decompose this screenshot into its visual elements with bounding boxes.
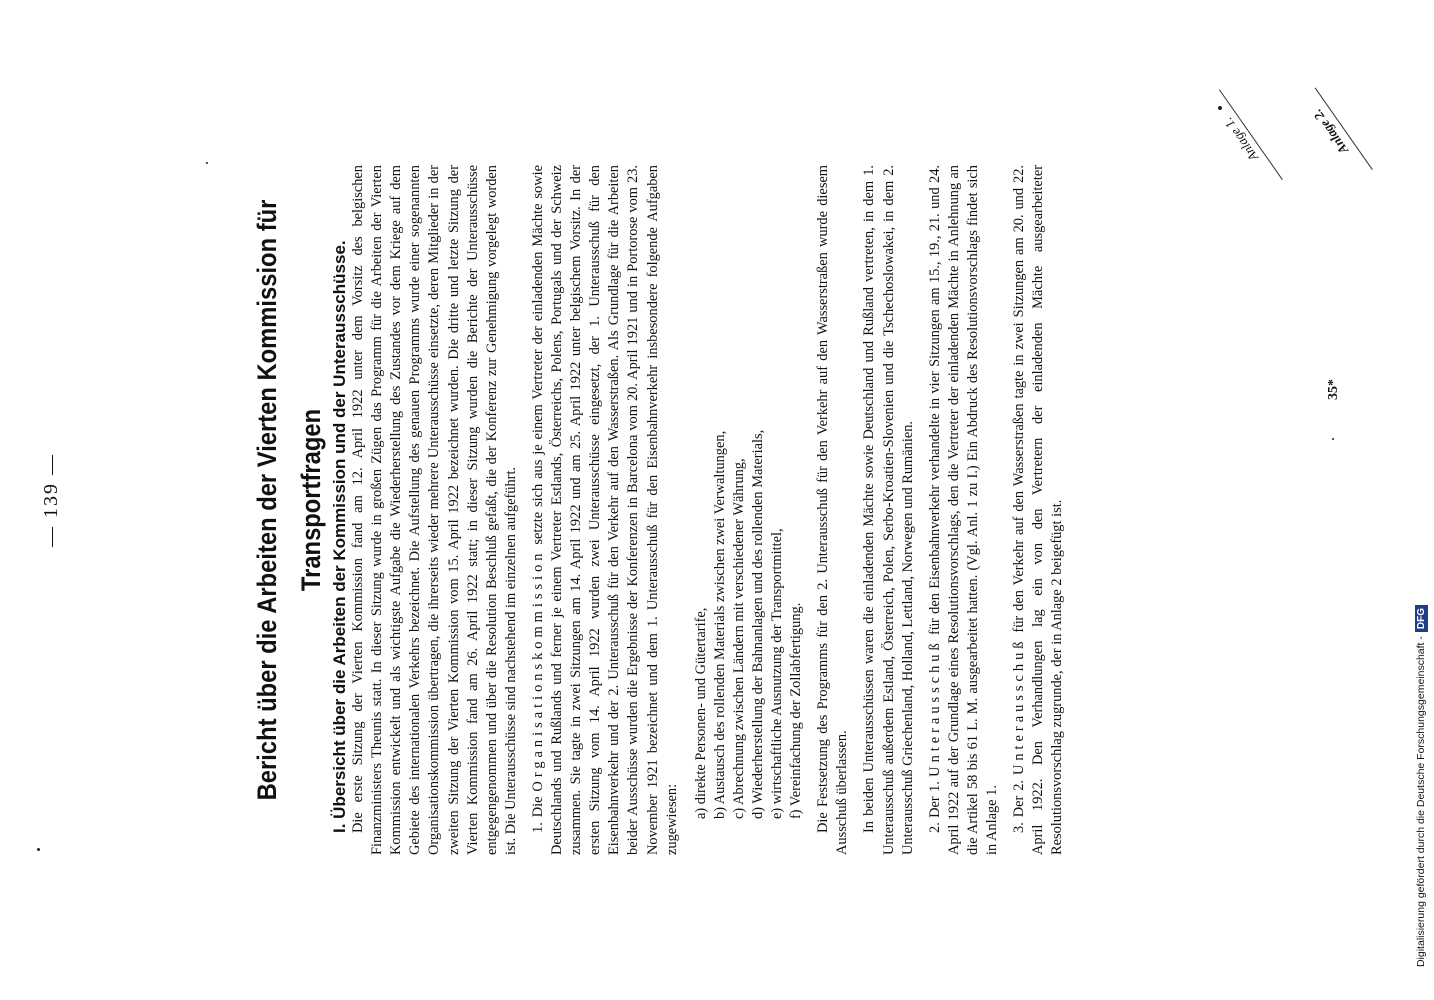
list-item: b) Austausch des rollenden Materials zwischen zwei Verwaltungen, xyxy=(711,430,728,819)
paragraph-waterways xyxy=(1010,165,1067,855)
dfg-logo: DFG xyxy=(1415,605,1428,632)
paragraph-program: Die Festsetzung des Programms für den 2. Unterausschuß für den Verkehr auf den Wasserstraßen wurde diesem Ausschuß überlassen. xyxy=(815,165,851,855)
list-item: e) wirtschaftliche Ausnutzung der Transportmittel, xyxy=(769,528,786,819)
scan-speck xyxy=(206,162,208,164)
paragraph-organisation xyxy=(529,165,682,855)
paragraph-railway-spaced: Unterausschuß xyxy=(926,639,943,777)
margin-note-anlage-1: Anlage 1. xyxy=(1220,114,1261,165)
paragraph-organisation-spaced: Organisationskommission xyxy=(529,549,546,792)
scan-speck xyxy=(37,848,40,851)
scan-speck xyxy=(1332,438,1334,440)
scan-speck xyxy=(1218,106,1222,110)
paragraph-waterways-spaced: Unterausschuß xyxy=(1011,637,1028,776)
paragraph-organisation-rest: setzte sich aus je einem Vertreter der einladenden Mächte sowie Deutschlands und Rußlands und ferner je einem Vertreter Estlands, Österreichs, Polens, Portugals und der Schweiz zusammen. Sie tagte in zwei Sitzungen am 14. April 1922 und am 25. April 1922 unter belgischem Vorsitz. In der ersten Sitzung vom 14. April 1922 wurden zwei Unterausschüsse eingesetzt, der 1. Unterausschuß für den Eisenbahnverkehr und der 2. Unterausschuß für den Verkehr auf den Wasserstraßen. Als Grundlage für die Arbeiten beider Ausschüsse wurden die Ergebnisse der Konferenzen in Barcelona vom 20. April 1921 und in Portorose vom 23. November 1921 bezeichnet und dem 1. Unterausschuß für den Eisenbahnverkehr insbesondere folgende Aufgaben zugewiesen: xyxy=(529,165,680,855)
section-heading: I. Übersicht über die Arbeiten der Kommission und der Unterausschüsse. xyxy=(330,240,349,833)
list-item: d) Wiederherstellung der Bahnanlagen und des rollenden Materials, xyxy=(749,429,766,819)
page-number: — 139 — xyxy=(40,453,62,547)
document-body xyxy=(330,165,1067,855)
paragraph-intro: Die erste Sitzung der Vierten Kommission fand am 12. April 1922 unter dem Vorsitz des belgischen Finanzministers Theunis statt. In dieser Sitzung wurde in großen Zügen das Programm für die Arbeiten der Vierten Kommission entwickelt und als wichtigste Aufgabe die Wiederherstellung des Zustandes vor dem Kriege auf dem Gebiete des internationalen Verkehrs bezeichnet. Die Aufstellung des genauen Programms wurde einer sogenannten Organisationskommission übertragen, die ihrerseits wieder mehrere Unterausschüsse einsetzte, deren Mitglieder in der zweiten Sitzung der Vierten Kommission vom 15. April 1922 bezeichnet wurden. Die dritte und letzte Sitzung der Vierten Kommission fand am 26. April 1922 statt; in dieser Sitzung wurden die Berichte der Unterausschüsse entgegengenommen und über die Resolution Beschluß gefaßt, die der Konferenz zur Genehmigung vorgelegt worden ist. Die Unterausschüsse sind nachstehend im einzelnen aufgeführt. xyxy=(350,165,519,855)
paragraph-railway-rest: für den Eisenbahnverkehr verhandelte in vier Sitzungen am 15., 19., 21. und 24. April 1922 auf der Grundlage eines Resolutionsvorschlags, den die Vertreter der einladenden Mächte in Anlehnung an die Artikel 58 bis 61 L. M. ausgearbeitet hatten. (Vgl. Anl. 1 zu I.) Ein Abdruck des Resolutionsvorschlags findet sich in Anlage 1. xyxy=(926,165,1000,855)
signature-mark: 35* xyxy=(1326,379,1341,400)
paragraph-railway xyxy=(926,165,1002,855)
paragraph-organisation-lead: 1. Die xyxy=(529,796,546,833)
paragraph-waterways-lead: 3. Der 2. xyxy=(1011,779,1028,833)
paragraph-waterways-rest: für den Verkehr auf den Wasserstraßen tagte in zwei Sitzungen am 20. und 22. April 1922. Den Verhandlungen lag ein von den Vertretern der einladenden Mächte ausgearbeiteter Resolutionsvorschlag zugrunde, der in Anlage 2 beigefügt ist. xyxy=(1011,165,1066,855)
margin-note-anlage-2: Anlage 2. xyxy=(1309,106,1351,158)
list-item: a) direkte Personen- und Gütertarife, xyxy=(692,607,709,819)
paragraph-members: In beiden Unterausschüssen waren die einladenden Mächte sowie Deutschland und Rußland vertreten, in dem 1. Unterausschuß außerdem Estland, Österreich, Polen, Serbo-Kroatien-Slovenien und die Tschechoslowakei, in dem 2. Unterausschuß Griechenland, Holland, Lettland, Norwegen und Rumänien. xyxy=(861,165,916,855)
paragraph-railway-lead: 2. Der 1. xyxy=(926,781,943,833)
digitization-credit xyxy=(1408,0,1434,1000)
document-title: Bericht über die Arbeiten der Vierten Kommission für Transportfragen xyxy=(252,199,326,801)
digitization-text: Digitalisierung gefördert durch die Deutsche Forschungsgemeinschaft - xyxy=(1415,636,1427,968)
list-item: c) Abrechnung zwischen Ländern mit verschiedener Währung, xyxy=(730,458,747,819)
list-item: f) Vereinfachung der Zollabfertigung. xyxy=(788,602,805,819)
task-list xyxy=(692,165,807,855)
